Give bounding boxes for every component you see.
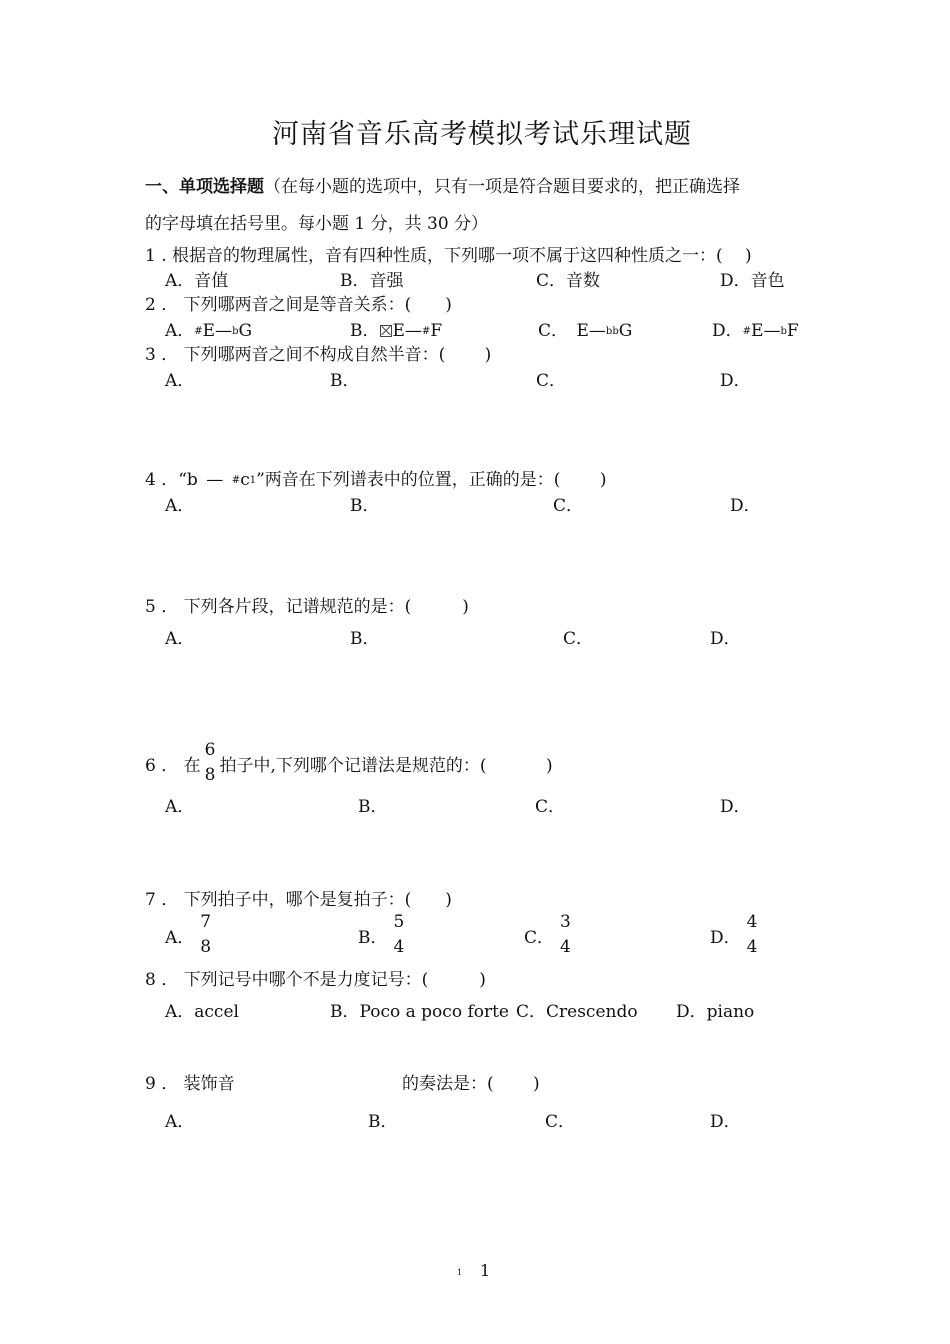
page-title: 河南省音乐高考模拟考试乐理试题 <box>272 119 692 150</box>
q2-b-prefix: B． <box>350 321 380 341</box>
q1-option-d[interactable]: D．音色 <box>720 271 785 291</box>
q5-option-a[interactable]: A． <box>165 629 195 649</box>
q7-option-a[interactable] <box>165 910 211 960</box>
q1-option-c[interactable]: C．音数 <box>536 271 601 291</box>
time-signature <box>394 910 405 960</box>
time-sig-denominator: 4 <box>393 937 405 957</box>
q2-d-prefix: D． <box>712 321 743 341</box>
time-sig-numerator: 5 <box>393 912 405 932</box>
q8-option-a[interactable]: A．accel <box>165 1002 239 1022</box>
q3-stem: 3 ． 下列哪两音之间不构成自然半音：( ) <box>145 345 492 365</box>
q4-octave-index: 1 <box>249 475 257 486</box>
time-sig-numerator: 6 <box>204 740 216 760</box>
q7-option-d[interactable] <box>710 910 757 960</box>
q2-a-mid: E— <box>202 321 233 341</box>
q7-c-label: C． <box>524 927 555 948</box>
q4-option-d[interactable]: D． <box>730 496 761 516</box>
q7-d-label: D． <box>710 927 741 948</box>
double-flat-symbol: bb <box>605 326 619 337</box>
q8-option-c[interactable]: C．Crescendo <box>516 1002 638 1022</box>
time-sig-denominator: 8 <box>204 765 216 785</box>
q2-option-d[interactable] <box>712 316 799 341</box>
q5-option-d[interactable]: D． <box>710 629 741 649</box>
time-signature <box>200 910 211 960</box>
section1-heading <box>145 172 740 197</box>
sharp-symbol: # <box>421 326 431 337</box>
q6-stem-pre: 6 ． 在 <box>145 755 201 776</box>
time-signature <box>205 738 216 788</box>
time-sig-numerator: 4 <box>746 912 758 932</box>
q6-stem <box>145 738 553 788</box>
q2-b-end: F <box>430 321 443 341</box>
q2-option-c[interactable] <box>538 316 632 341</box>
page-number: 1 <box>480 1261 491 1280</box>
q2-a-end: G <box>238 321 253 341</box>
q5-stem: 5 ． 下列各片段，记谱规范的是：( ) <box>145 597 469 617</box>
section1-instructions: （在每小题的选项中，只有一项是符合题目要求的，把正确选择 <box>264 177 740 197</box>
q4-note-c: c <box>240 470 250 490</box>
q1-option-a[interactable]: A．音值 <box>165 271 229 291</box>
q2-option-a[interactable] <box>165 316 252 341</box>
q6-option-a[interactable]: A． <box>165 797 195 817</box>
time-sig-numerator: 3 <box>560 912 571 932</box>
q9-stem-pre: 9 ． 装饰音 <box>145 1074 235 1094</box>
q8-option-b[interactable]: B．Poco a poco forte <box>330 1002 509 1022</box>
q7-option-b[interactable] <box>358 910 404 960</box>
q5-option-b[interactable]: B． <box>350 629 380 649</box>
time-sig-numerator: 7 <box>200 912 212 932</box>
time-signature <box>560 910 571 960</box>
q4-stem <box>145 465 606 490</box>
q2-d-mid: E— <box>751 321 781 341</box>
q7-stem: 7 ． 下列拍子中，哪个是复拍子：( ) <box>145 890 452 910</box>
q9-option-d[interactable]: D． <box>710 1112 741 1132</box>
time-signature <box>747 910 758 960</box>
q9-stem-post: 的奏法是：( ) <box>402 1074 540 1094</box>
q8-stem: 8 ． 下列记号中哪个不是力度记号：( ) <box>145 970 486 990</box>
q2-stem: 2 ． 下列哪两音之间是等音关系：( ) <box>145 295 452 315</box>
q1-stem: 1 . 根据音的物理属性，音有四种性质，下列哪一项不属于这四种性质之一：( ) <box>145 246 752 266</box>
sharp-symbol: # <box>194 326 203 337</box>
flat-symbol: b <box>232 326 239 337</box>
section1-title: 一、单项选择题 <box>145 177 264 197</box>
q7-a-label: A． <box>165 927 195 948</box>
q2-a-prefix: A． <box>165 321 195 341</box>
q4-stem-pre: 4 ．“b — <box>145 470 232 490</box>
time-sig-denominator: 8 <box>200 937 212 957</box>
q6-option-b[interactable]: B． <box>358 797 388 817</box>
q3-option-b[interactable]: B． <box>330 371 360 391</box>
q6-option-d[interactable]: D． <box>720 797 751 817</box>
q2-c-end: G <box>618 321 633 341</box>
flat-symbol: b <box>780 326 787 337</box>
q2-d-end: F <box>786 321 799 341</box>
q7-option-c[interactable] <box>524 910 571 960</box>
q2-option-b[interactable] <box>350 316 442 341</box>
broken-image-icon <box>380 325 392 337</box>
q4-option-b[interactable]: B． <box>350 496 380 516</box>
q3-option-a[interactable]: A． <box>165 371 195 391</box>
q9-option-a[interactable]: A． <box>165 1112 195 1132</box>
q7-b-label: B． <box>358 927 388 948</box>
q5-option-c[interactable]: C． <box>563 629 594 649</box>
q9-option-b[interactable]: B． <box>368 1112 398 1132</box>
q6-stem-post: 拍子中,下列哪个记谱法是规范的：( ) <box>219 755 553 776</box>
section1-instructions-cont: 的字母填在括号里。每小题 1 分，共 30 分） <box>145 214 489 234</box>
q4-option-c[interactable]: C． <box>553 496 584 516</box>
q4-option-a[interactable]: A． <box>165 496 195 516</box>
q6-option-c[interactable]: C． <box>535 797 566 817</box>
q4-stem-post: ”两音在下列谱表中的位置，正确的是：( ) <box>256 470 607 490</box>
footer-small-mark: 1 <box>457 1268 463 1277</box>
q2-b-mid: E— <box>392 321 422 341</box>
time-sig-denominator: 4 <box>560 937 571 957</box>
q8-option-d[interactable]: D．piano <box>676 1002 755 1022</box>
time-sig-denominator: 4 <box>746 937 758 957</box>
q2-c-prefix: C． E— <box>538 321 606 341</box>
q3-option-c[interactable]: C． <box>536 371 567 391</box>
q3-option-d[interactable]: D． <box>720 371 751 391</box>
q9-option-c[interactable]: C． <box>545 1112 576 1132</box>
q1-option-b[interactable]: B．音强 <box>340 271 404 291</box>
sharp-symbol: # <box>742 326 752 337</box>
sharp-symbol: # <box>231 475 241 486</box>
